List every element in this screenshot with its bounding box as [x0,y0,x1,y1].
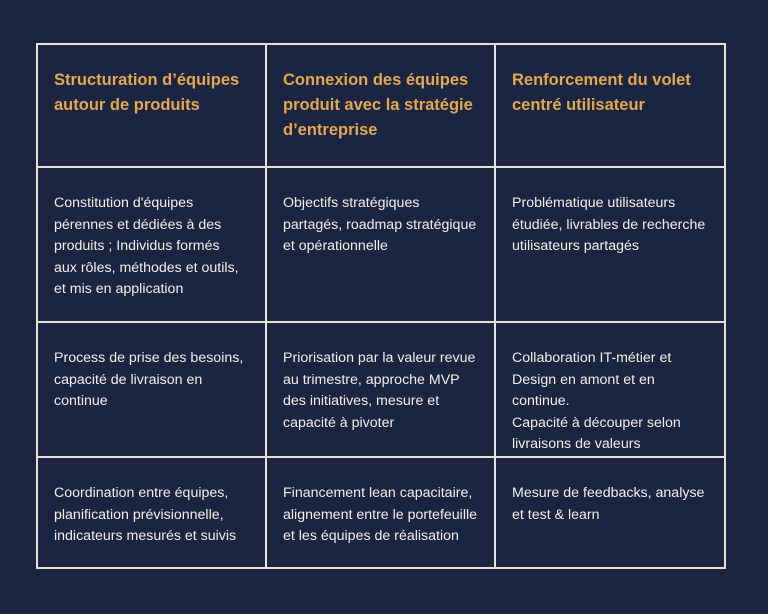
table-cell-r2-c2 [267,323,496,458]
header-products: Structuration d’équipes autour de produits [54,71,240,114]
table-cell-r1-c2 [267,168,496,323]
header-cell-user-centric [496,45,724,168]
cell-text: Constitution d'équipes pérennes et dédiées à des produits ; Individus formés aux rôles, méthodes et outils, et mis en application [54,195,239,297]
table-cell-r3-c1 [38,458,267,568]
cell-text: Priorisation par la valeur revue au trimestre, approche MVP des initiatives, mesure et capacité à pivoter [283,350,476,431]
table-cell-r3-c2 [267,458,496,568]
cell-text: Financement lean capacitaire, alignement entre le portefeuille et les équipes de réalisation [283,485,478,544]
table-cell-r2-c3 [496,323,724,458]
table-cell-r3-c3 [496,458,724,568]
cell-text: Process de prise des besoins, capacité de livraison en continue [54,350,244,409]
header-strategy: Connexion des équipes produit avec la stratégie d’entreprise [283,71,473,139]
maturity-table [36,43,726,569]
table-cell-r2-c1 [38,323,267,458]
cell-text: Coordination entre équipes, planification prévisionnelle, indicateurs mesurés et suivis [54,485,237,544]
table-cell-r1-c3 [496,168,724,323]
table-cell-r1-c1 [38,168,267,323]
header-cell-strategy [267,45,496,168]
cell-text: Objectifs stratégiques partagés, roadmap stratégique et opérationnelle [283,195,477,254]
header-cell-products [38,45,267,168]
cell-text: Collaboration IT-métier et Design en amont et en continue. Capacité à découper selon livraisons de valeurs [512,350,681,452]
cell-text: Mesure de feedbacks, analyse et test & learn [512,485,705,523]
header-user-centric: Renforcement du volet centré utilisateur [512,71,691,114]
cell-text: Problématique utilisateurs étudiée, livrables de recherche utilisateurs partagés [512,195,706,254]
